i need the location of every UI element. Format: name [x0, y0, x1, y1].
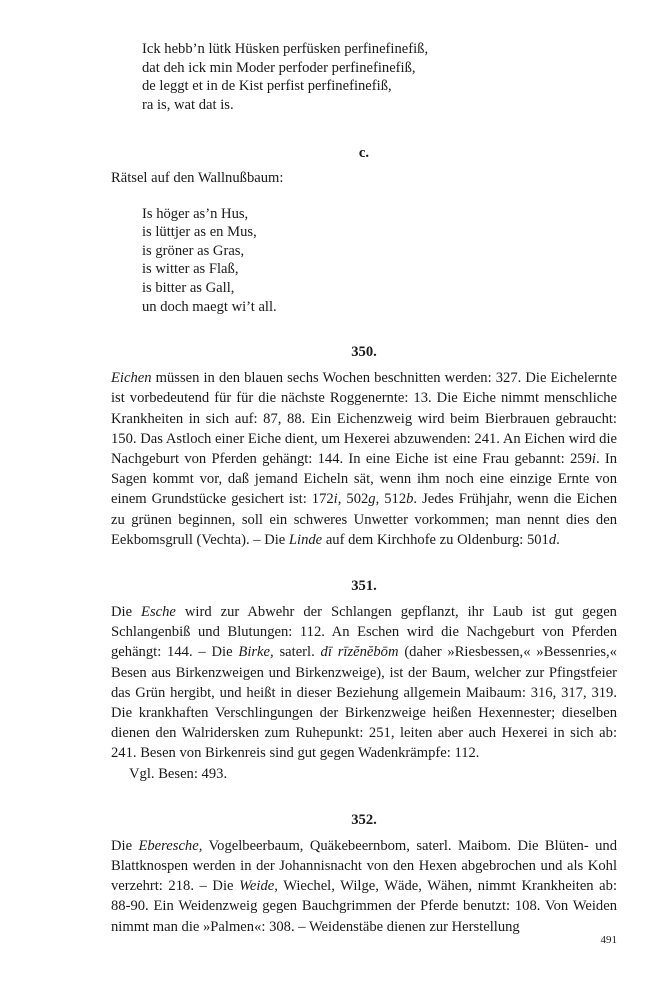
verse-line: is bitter as Gall, — [142, 279, 235, 296]
section-351-text: Die Esche wird zur Abwehr der Schlangen gepflanzt, ihr Laub ist gut gegen Schlangenbiß und Blutungen: 112. An Eschen wird die Nachgeburt von Pferden gehängt: 144. – Die Birke, saterl. dī rīzĕnĕbōm (daher »Riesbessen,« »Bessenries,« Besen aus Birkenzweigen und Birkenzweige), ist der Baum, welcher zur Pfingstfeier das Grün hergibt, und heißt in dieser Beziehung allgemein Maibaum: 316, 317, 319. Die krankhaften Verschlingungen der Birkenzweige heißen Hexennester; dieselben dienen den Walridersken zum Ruhepunkt: 251, leiten aber auch Hexerei in sich ab: 241. Besen von Birkenreis sind gut gegen Wadenkrämpfe: 112. Vgl. Besen: 493. — [111, 602, 617, 784]
verse-line: un doch maegt wi’t all. — [142, 298, 277, 315]
section-heading-350: 350. — [351, 344, 377, 361]
verse-line: ra is, wat dat is. — [142, 96, 234, 113]
verse-line: is gröner as Gras, — [142, 242, 245, 259]
section-350-text: Eichen müssen in den blauen sechs Wochen beschnitten werden: 327. Die Eichelernte ist vorbedeutend für für die nächste Roggenernte: 13. Die Eiche nimmt menschliche Krankheiten in sich auf: 87, 88. Ein Eichenzweig wird beim Bierbrauen gebraucht: 150. Das Astloch einer Eiche dient, um Hexerei abzuwenden: 241. An Eichen wird die Nachgeburt von Pferden gehängt: 144. In eine Eiche ist eine Frau gebannt: 259i. In Sagen kommt vor, daß jemand Eicheln sät, wenn ihm noch eine einzige Ernte von einem Grundstücke gesichert ist: 172i, 502g, 512b. Jedes Frühjahr, wenn die Eichen zu grünen beginnen, soll ein schweres Unwetter vorkommen; man nennt dies den Eekbomsgrull (Vechta). – Die Linde auf dem Kirchhofe zu Oldenburg: 501d. — [111, 370, 617, 548]
section-heading-352: 352. — [351, 811, 377, 828]
section-heading-351: 351. — [351, 577, 377, 594]
verse-line: is lüttjer as en Mus, — [142, 224, 257, 241]
section-heading-c: c. — [358, 145, 370, 162]
verse-line: Is höger as’n Hus, — [142, 205, 249, 222]
riddle-intro: Rätsel auf den Wallnußbaum: — [111, 170, 284, 187]
verse-line: de leggt et in de Kist perfist perfinefinefiß, — [142, 78, 392, 95]
section-352-text: Die Eberesche, Vogelbeerbaum, Quäkebeernbom, saterl. Maibom. Die Blüten- und Blattknospen werden in der Johannisnacht von den Hexen abgebrochen und als Kohl verzehrt: 218. – Die Weide, Wiechel, Wilge, Wäde, Wähen, nimmt Krankheiten ab: 88-90. Ein Weidenzweig gegen Bauchgrimmen der Pferde benutzt: 108. Von Weiden nimmt man die »Palmen«: 308. – Weidenstäbe dienen zur Herstellung — [111, 837, 618, 935]
page-body — [111, 40, 617, 937]
verse-block-2 — [142, 205, 617, 317]
page-number: 491 — [600, 934, 617, 946]
verse-line: dat deh ick min Moder perfoder perfinefinefiß, — [142, 59, 416, 76]
verse-line: is witter as Flaß, — [142, 261, 239, 278]
verse-line: Ick hebb’n lütk Hüsken perfüsken perfinefinefiß, — [142, 41, 429, 57]
see-also: Vgl. Besen: 493. — [129, 765, 228, 782]
verse-block-1 — [142, 40, 617, 114]
